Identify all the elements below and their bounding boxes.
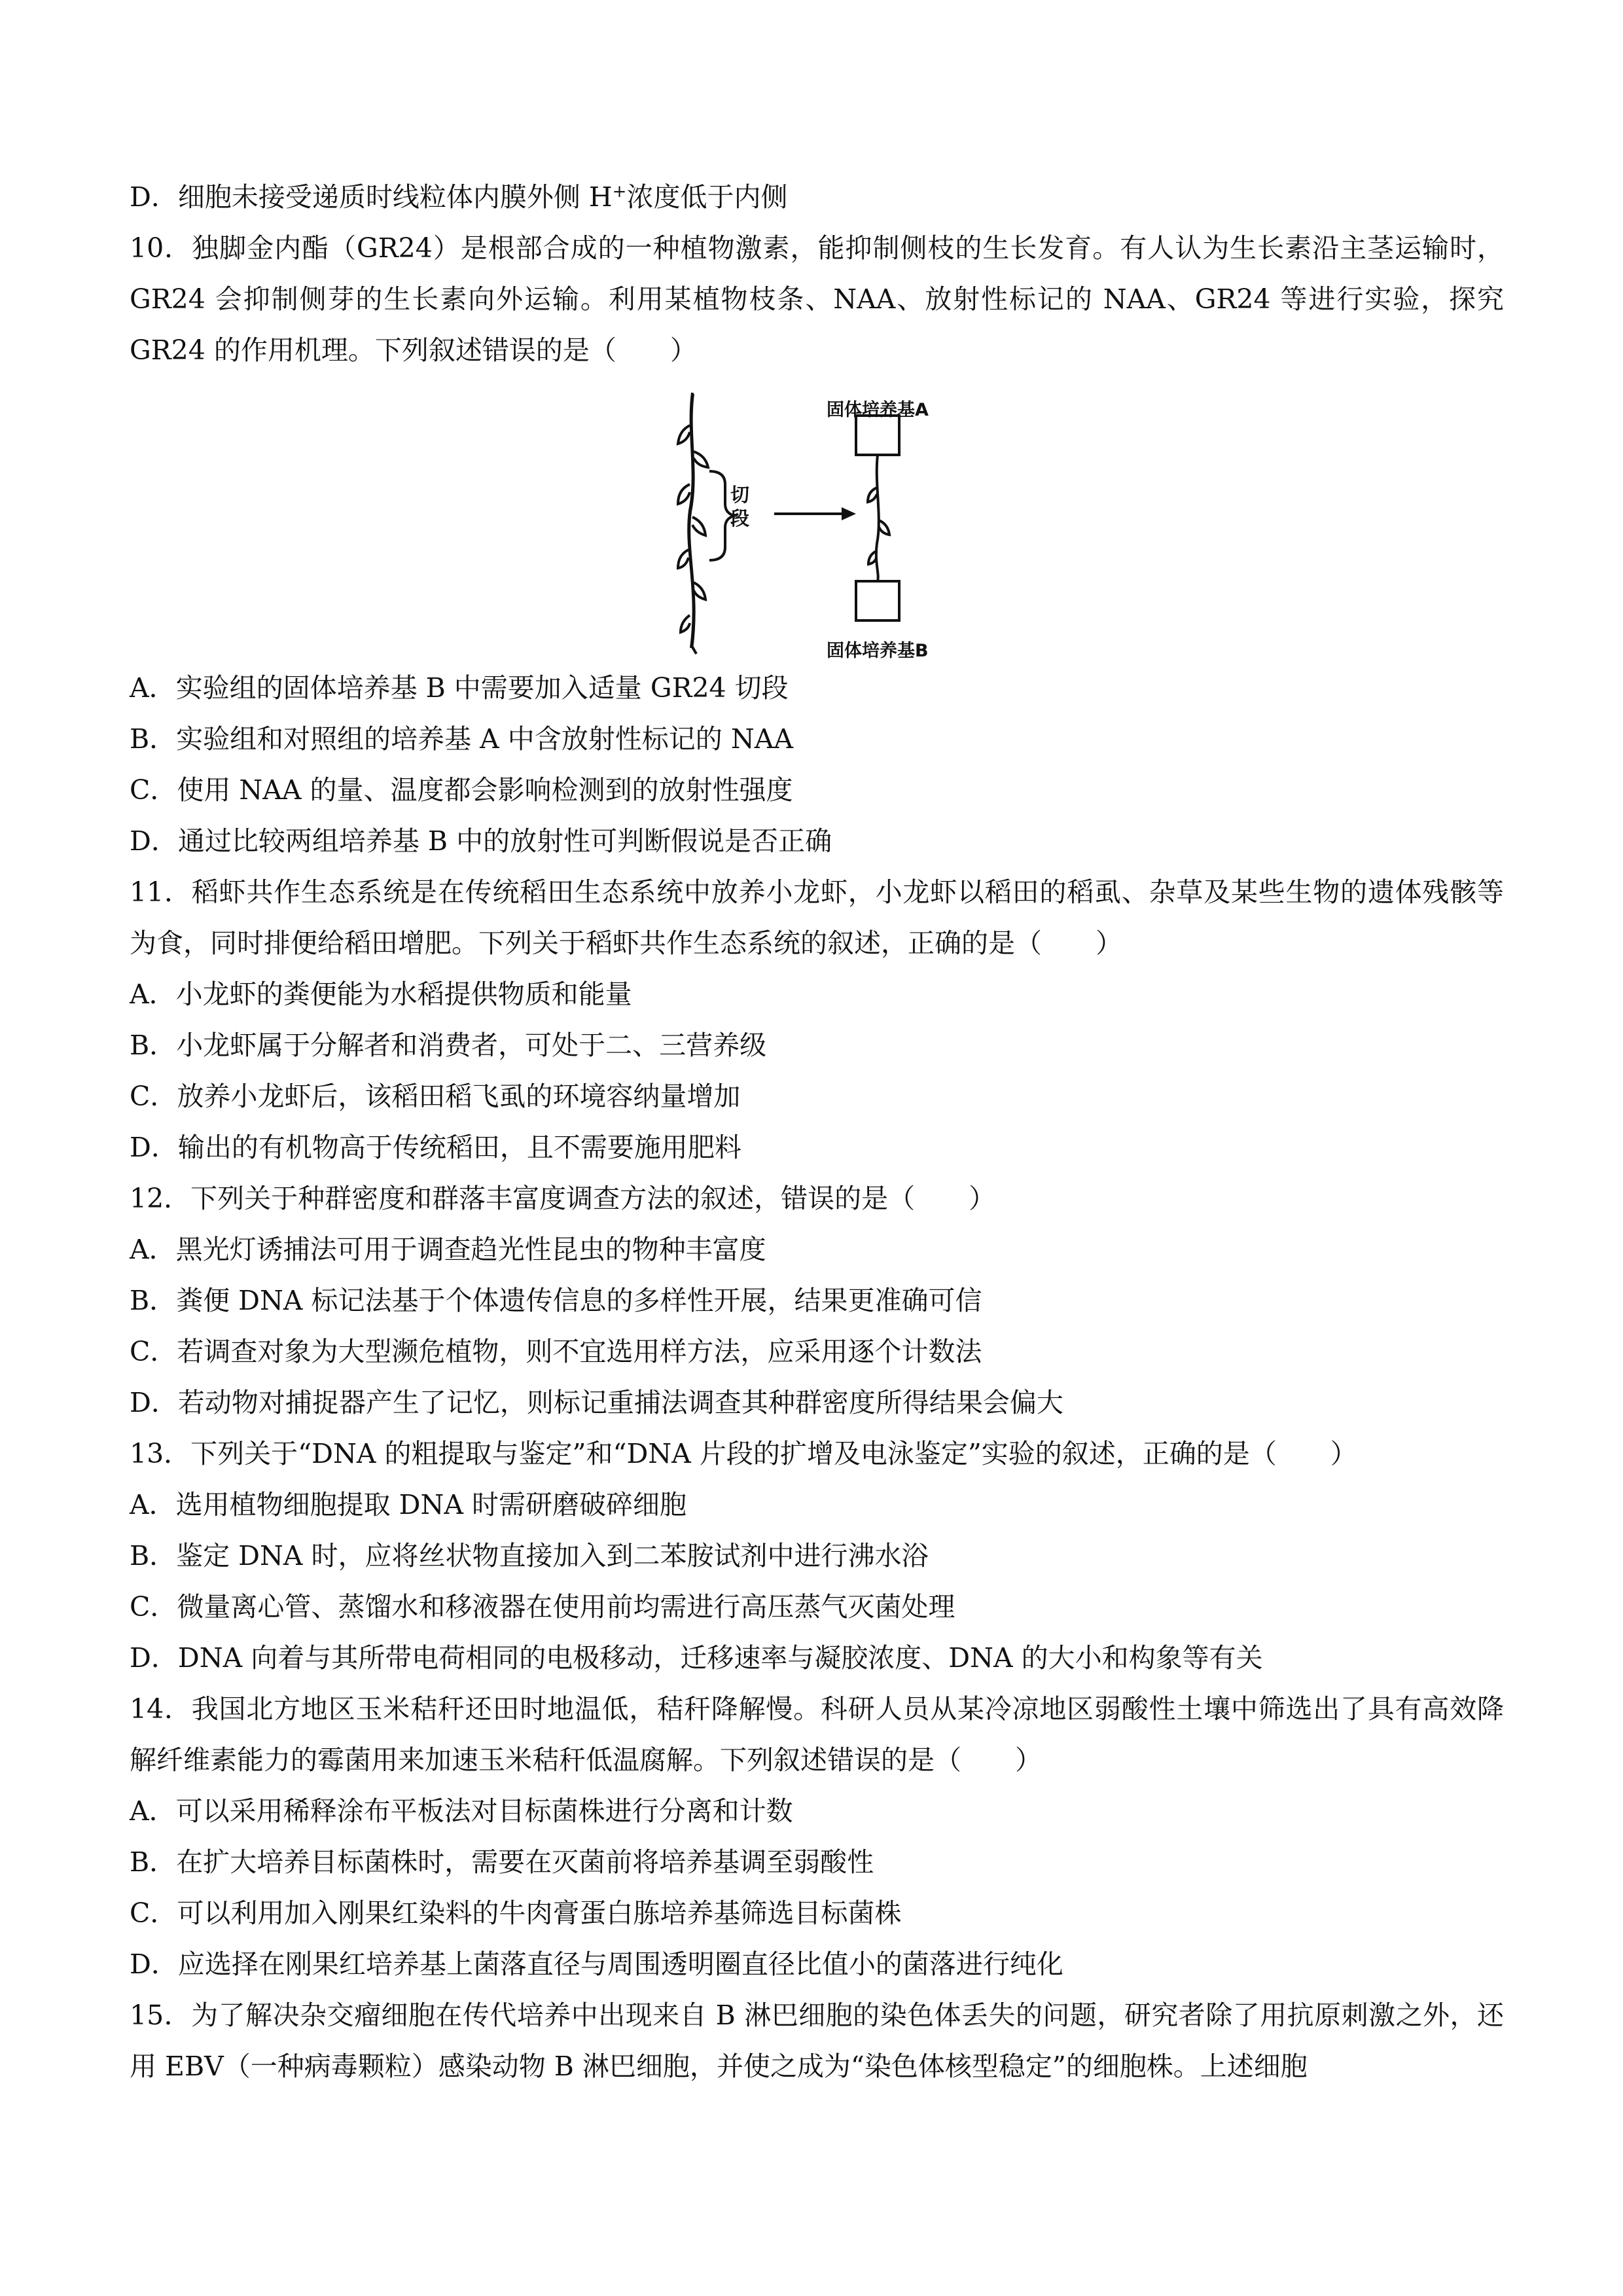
q12-option-c: C．若调查对象为大型濒危植物，则不宜选用样方法，应采用逐个计数法 [130,1336,982,1367]
page-content [130,171,1504,2092]
q10-stem: 10．独脚金内酯（GR24）是根部合成的一种植物激素，能抑制侧枝的生长发育。有人认为生长素沿主茎运输时，GR24 会抑制侧芽的生长素向外运输。利用某植物枝条、NAA、放射性标记的 NAA、GR24 等进行实验，探究 GR24 的作用机理。下列叙述错误的是（ ） [130,232,1504,366]
q12-stem: 12．下列关于种群密度和群落丰富度调查方法的叙述，错误的是（ ） [130,1183,996,1214]
medium-a-label: 固体培养基A [827,400,929,420]
medium-b-label: 固体培养基B [827,641,929,661]
q10-option-c: C．使用 NAA 的量、温度都会影响检测到的放射性强度 [130,774,793,806]
q13-option-d: D．DNA 向着与其所带电荷相同的电极移动，迁移速率与凝胶浓度、DNA 的大小和构象等有关 [130,1642,1263,1674]
q14-stem: 14．我国北方地区玉米秸秆还田时地温低，秸秆降解慢。科研人员从某冷凉地区弱酸性土壤中筛选出了具有高效降解纤维素能力的霉菌用来加速玉米秸秆低温腐解。下列叙述错误的是（ ） [130,1693,1504,1776]
q9-option-d-tail: 浓度低于内侧 [626,181,788,213]
q13-option-b: B．鉴定 DNA 时，应将丝状物直接加入到二苯胺试剂中进行沸水浴 [130,1540,929,1571]
q13-stem: 13．下列关于“DNA 的粗提取与鉴定”和“DNA 片段的扩增及电泳鉴定”实验的叙述，正确的是（ ） [130,1438,1357,1469]
q13-option-c: C．微量离心管、蒸馏水和移液器在使用前均需进行高压蒸气灭菌处理 [130,1591,955,1623]
q11-option-a: A．小龙虾的粪便能为水稻提供物质和能量 [130,978,632,1010]
q9-option-d [130,171,1504,223]
cut-segment-label: 切段 [730,484,750,529]
medium-b-block [856,581,899,620]
q11-option-c: C．放养小龙虾后，该稻田稻飞虱的环境容纳量增加 [130,1081,741,1112]
q10-option-b: B．实验组和对照组的培养基 A 中含放射性标记的 NAA [130,723,793,755]
q14-option-c: C．可以利用加入刚果红染料的牛肉膏蛋白胨培养基筛选目标菌株 [130,1897,902,1929]
q12-option-d: D．若动物对捕捉器产生了记忆，则标记重捕法调查其种群密度所得结果会偏大 [130,1387,1063,1418]
q11-stem: 11．稻虾共作生态系统是在传统稻田生态系统中放养小龙虾，小龙虾以稻田的稻虱、杂草及某些生物的遗体残骸等为食，同时排便给稻田增肥。下列关于稻虾共作生态系统的叙述，正确的是（ ） [130,876,1504,959]
superscript-plus: + [612,182,627,202]
q10-figure [130,380,1504,661]
q14-option-d: D．应选择在刚果红培养基上菌落直径与周围透明圈直径比值小的菌落进行纯化 [130,1948,1063,1980]
q10-option-a: A．实验组的固体培养基 B 中需要加入适量 GR24 切段 [130,672,789,704]
q10-option-d: D．通过比较两组培养基 B 中的放射性可判断假说是否正确 [130,825,832,857]
q12-option-b: B．粪便 DNA 标记法基于个体遗传信息的多样性开展，结果更准确可信 [130,1285,982,1316]
q11-option-d: D．输出的有机物高于传统稻田，且不需要施用肥料 [130,1132,741,1163]
q11-option-b: B．小龙虾属于分解者和消费者，可处于二、三营养级 [130,1030,767,1061]
q13-option-a: A．选用植物细胞提取 DNA 时需研磨破碎细胞 [130,1489,687,1520]
q12-option-a: A．黑光灯诱捕法可用于调查趋光性昆虫的物种丰富度 [130,1234,766,1265]
arrow-icon [774,507,856,520]
q14-option-a: A．可以采用稀释涂布平板法对目标菌株进行分离和计数 [130,1795,793,1827]
q15-stem: 15．为了解决杂交瘤细胞在传代培养中出现来自 B 淋巴细胞的染色体丢失的问题，研究者除了用抗原刺激之外，还用 EBV（一种病毒颗粒）感染动物 B 淋巴细胞，并使之成为“染色体核型稳定”的细胞株。上述细胞 [130,2000,1504,2082]
q14-option-b: B．在扩大培养目标菌株时，需要在灭菌前将培养基调至弱酸性 [130,1846,874,1878]
stem-segment-icon [868,455,889,581]
plant-branch-icon [678,393,708,654]
q9-option-d-text: D．细胞未接受递质时线粒体内膜外侧 H [130,181,613,213]
